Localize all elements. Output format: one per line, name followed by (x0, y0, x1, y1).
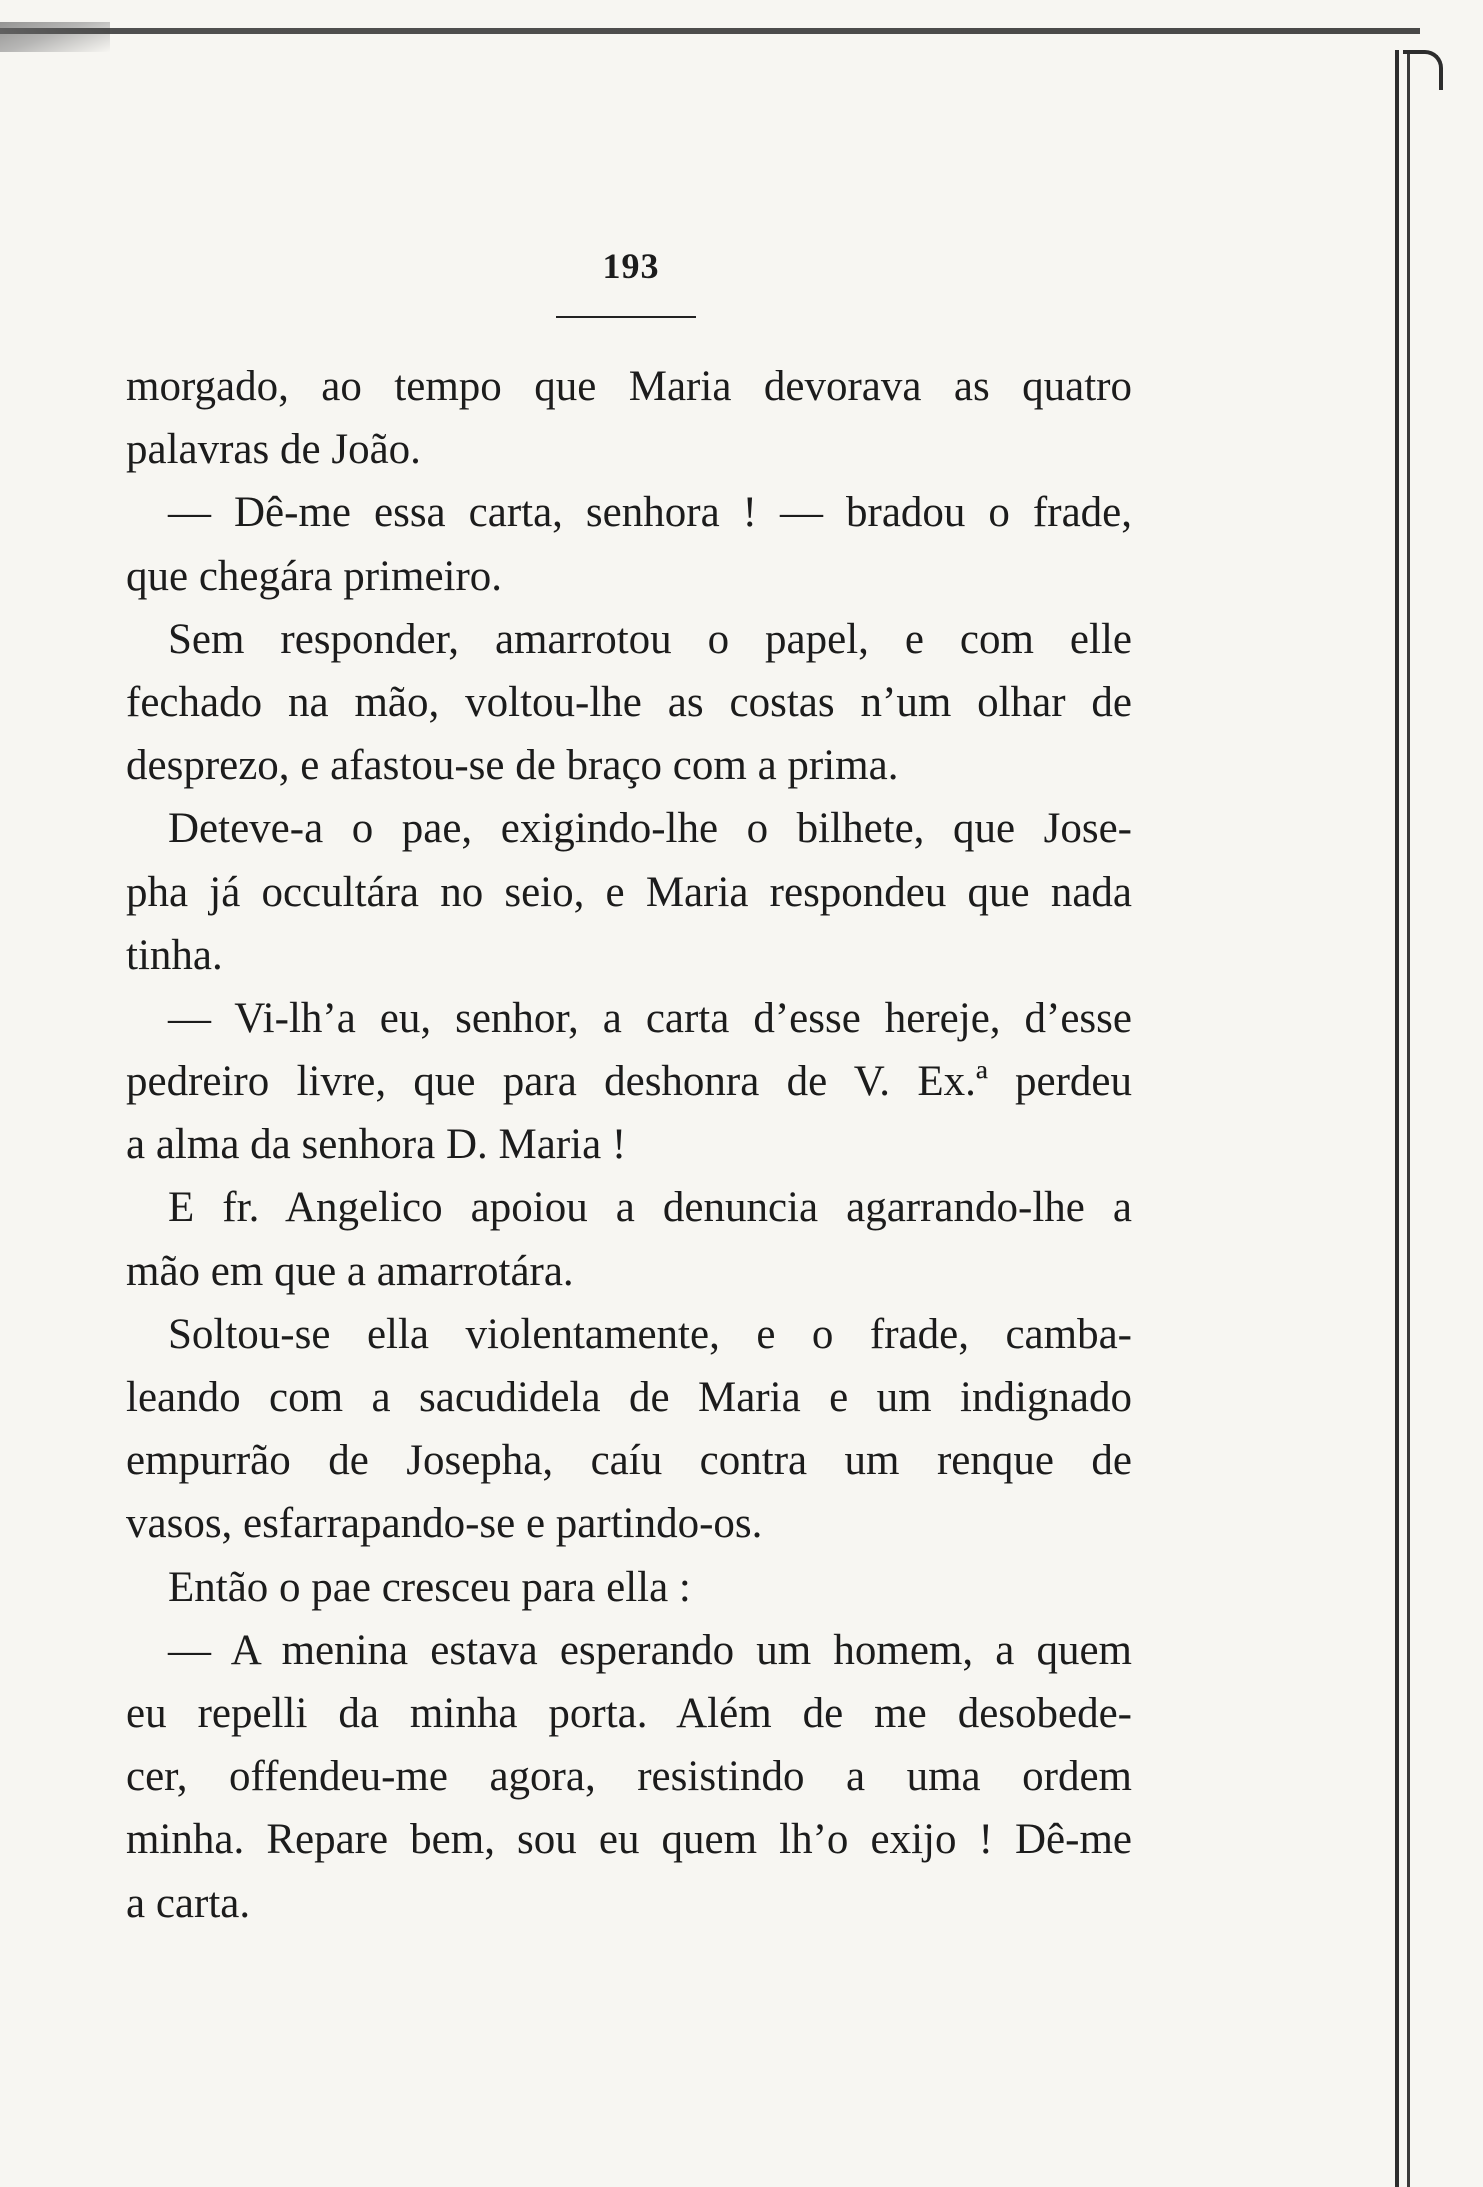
text-line: leando com a sacudidela de Maria e um indignado (126, 1374, 1132, 1421)
paragraph (126, 1176, 1132, 1302)
text-line: desprezo, e afastou-se de braço com a prima. (126, 742, 899, 790)
text-line: fechado na mão, voltou-lhe as costas n’um olhar de (126, 678, 1132, 726)
text-line: palavras de João. (126, 426, 421, 474)
text-line: — Dê-me essa carta, senhora ! — bradou o frade, (168, 489, 1132, 537)
text-line: minha. Repare bem, sou eu quem lh’o exijo ! Dê-me (126, 1816, 1132, 1864)
text-line: Então o pae cresceu para ella : (168, 1563, 691, 1611)
book-binding-edge (1395, 50, 1445, 2187)
text-line: a carta. (126, 1879, 251, 1927)
paragraph (126, 797, 1132, 987)
text-line: eu repelli da minha porta. Além de me desobede- (126, 1689, 1132, 1737)
text-line: — Vi-lh’a eu, senhor, a carta d’esse hereje, d’esse (168, 994, 1132, 1042)
text-line: E fr. Angelico apoiou a denuncia agarrando-lhe a (168, 1184, 1132, 1232)
text-line: Soltou-se ella violentamente, e o frade, camba- (168, 1310, 1132, 1358)
paragraph (126, 1619, 1132, 1935)
paragraph (126, 1303, 1132, 1556)
text-line: mão em que a amarrotára. (126, 1247, 574, 1295)
text-line: pha já occultára no seio, e Maria respondeu que nada (126, 868, 1132, 916)
text-line: Sem responder, amarrotou o papel, e com elle (168, 615, 1132, 663)
text-line: tinha. (126, 931, 223, 979)
paragraph (126, 608, 1132, 798)
paragraph (126, 355, 1132, 481)
text-line: pedreiro livre, que para deshonra de V. Ex.ª perdeu (126, 1058, 1132, 1106)
page-top-edge (0, 28, 1420, 34)
page-edge-shadow (0, 22, 110, 52)
text-line: a alma da senhora D. Maria ! (126, 1121, 627, 1169)
text-line: morgado, ao tempo que Maria devorava as quatro (126, 363, 1132, 410)
text-line: cer, offendeu-me agora, resistindo a uma ordem (126, 1753, 1132, 1801)
paragraph (126, 1556, 1132, 1619)
page-number: 193 (602, 246, 660, 286)
text-line: que chegára primeiro. (126, 552, 503, 600)
text-line: vasos, esfarrapando-se e partindo-os. (126, 1500, 763, 1548)
paragraph (126, 481, 1132, 607)
page-text-body (126, 355, 1132, 1935)
text-line: Deteve-a o pae, exigindo-lhe o bilhete, que Jose- (168, 805, 1132, 853)
paragraph (126, 987, 1132, 1177)
page-number-rule (556, 316, 696, 318)
text-line: empurrão de Josepha, caíu contra um renque de (126, 1437, 1132, 1485)
text-line: — A menina estava esperando um homem, a quem (168, 1626, 1132, 1674)
